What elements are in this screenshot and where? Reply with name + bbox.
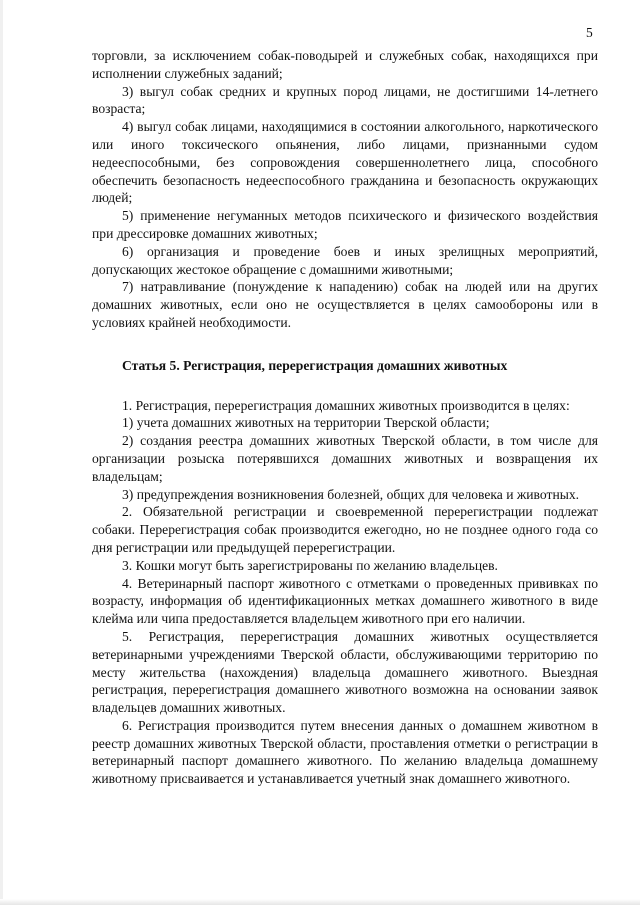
paragraph: 7) натравливание (понуждение к нападению) собак на людей или на других домашних животных, если оно не осуществляется в целях самообороны или в условиях крайней необходимости.	[92, 279, 598, 330]
article-4-list-continuation	[92, 47, 598, 332]
page-number: 5	[586, 25, 593, 40]
paragraph: 3) предупреждения возникновения болезней, общих для человека и животных.	[122, 486, 580, 502]
document-body	[92, 47, 598, 788]
paragraph: 4. Ветеринарный паспорт животного с отметками о проведенных прививках по возрасту, информация об идентификационных метках домашнего животного в виде клейма или чипа предоставляется владельцем животного при его наличии.	[92, 575, 598, 627]
paragraph: 4) выгул собак лицами, находящимися в состоянии алкогольного, наркотического или иного токсического опьянения, либо лицами, признанными судом недееспособными, без сопровождения совершеннолетнего лица, способного обеспечить безопасность недееспособного гражданина и безопасность окружающих людей;	[92, 119, 598, 206]
paragraph: 2. Обязательной регистрации и своевременной перерегистрации подлежат собаки. Перерегистрация собак производится ежегодно, но не позднее одного года со дня регистрации или предыдущей перерегистрации.	[92, 504, 598, 555]
paragraph: 3. Кошки могут быть зарегистрированы по желанию владельцев.	[122, 557, 498, 573]
paragraph: 5) применение негуманных методов психического и физического воздействия при дрессировке домашних животных;	[92, 208, 598, 241]
paragraph: 3) выгул собак средних и крупных пород лицами, не достигшими 14-летнего возраста;	[92, 83, 598, 117]
article-5-body	[92, 397, 598, 789]
paragraph: торговли, за исключением собак-поводырей и служебных собак, находящихся при исполнении служебных заданий;	[92, 48, 598, 81]
paragraph: 1. Регистрация, перерегистрация домашних животных производится в целях:	[122, 397, 570, 413]
paragraph: 6) организация и проведение боев и иных зрелищных мероприятий, допускающих жестокое обращение с домашними животными;	[92, 243, 598, 277]
paragraph: 5. Регистрация, перерегистрация домашних животных осуществляется ветеринарными учреждениями Тверской области, обслуживающими территорию по месту жительства (нахождения) владельца домашнего животного. Выездная регистрация, перерегистрация домашнего животного возможна на основании заявок владельцев домашних животных.	[92, 628, 598, 716]
scan-shadow	[0, 899, 640, 905]
paragraph: 6. Регистрация производится путем внесения данных о домашнем животном в реестр домашних животных Тверской области, проставления отметки о регистрации в ветеринарный паспорт домашнего животного. По желанию владельца домашнему животному присваивается и устанавливается учетный знак домашнего животного.	[92, 717, 598, 787]
article-heading: Статья 5. Регистрация, перерегистрация домашних животных	[122, 357, 508, 373]
paragraph: 1) учета домашних животных на территории Тверской области;	[122, 415, 490, 431]
scan-edge	[0, 0, 3, 905]
paragraph: 2) создания реестра домашних животных Тверской области, в том числе для организации розыска потерявшихся домашних животных и возвращения их владельцам;	[92, 433, 598, 484]
